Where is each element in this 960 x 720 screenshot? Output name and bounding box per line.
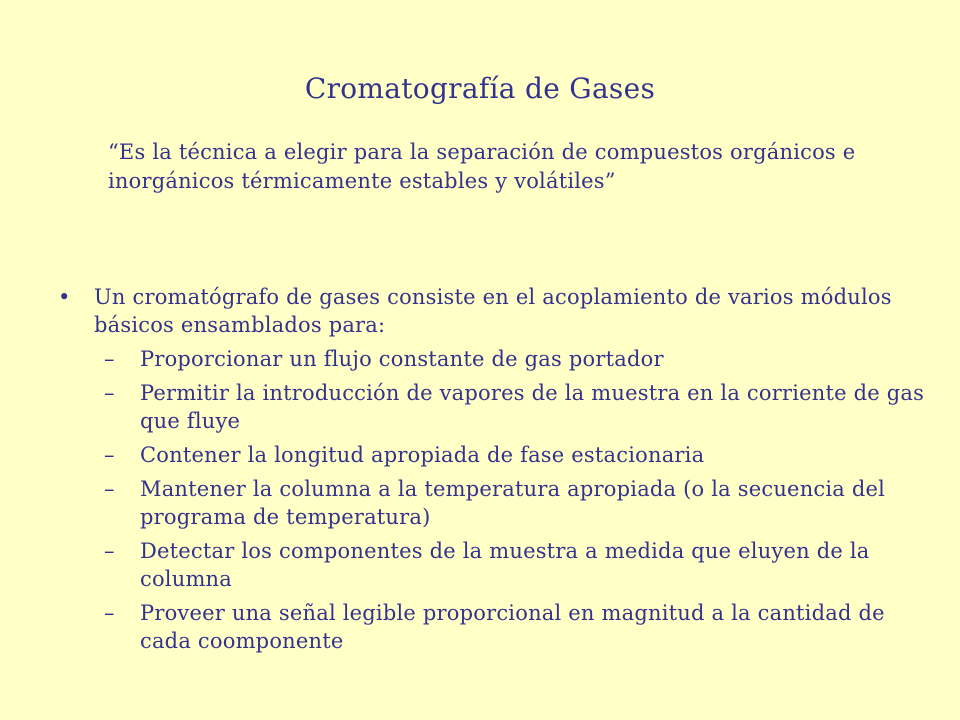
slide-title: Cromatografía de Gases [304,72,656,105]
sub-item [58,379,938,435]
bullet-text: Un cromatógrafo de gases consiste en el acoplamiento de varios módulos básicos ensamblados para: [94,285,892,337]
slide-body [58,283,938,661]
dash-marker: – [104,381,115,405]
sub-item-text: Proporcionar un flujo constante de gas portador [140,347,664,371]
sub-item-text: Mantener la columna a la temperatura apropiada (o la secuencia del programa de temperatura) [140,477,886,529]
sub-item [58,475,938,531]
quote-text: “Es la técnica a elegir para la separación de compuestos orgánicos e inorgánicos térmicamente estables y volátiles” [108,140,856,193]
dash-marker: – [104,347,115,371]
sub-item-text: Detectar los componentes de la muestra a medida que eluyen de la columna [140,539,870,591]
dash-marker: – [104,477,115,501]
sub-item-text: Permitir la introducción de vapores de la muestra en la corriente de gas que fluye [140,381,925,433]
dash-marker: – [104,539,115,563]
sub-item-text: Contener la longitud apropiada de fase estacionaria [140,443,705,467]
sub-item [58,345,938,373]
dash-marker: – [104,601,115,625]
bullet-item [58,283,938,339]
sub-item-text: Proveer una señal legible proporcional en magnitud a la cantidad de cada coomponente [140,601,885,653]
bullet-marker: • [58,285,71,309]
sub-item [58,441,938,469]
dash-marker: – [104,443,115,467]
sub-item [58,599,938,655]
sub-item [58,537,938,593]
